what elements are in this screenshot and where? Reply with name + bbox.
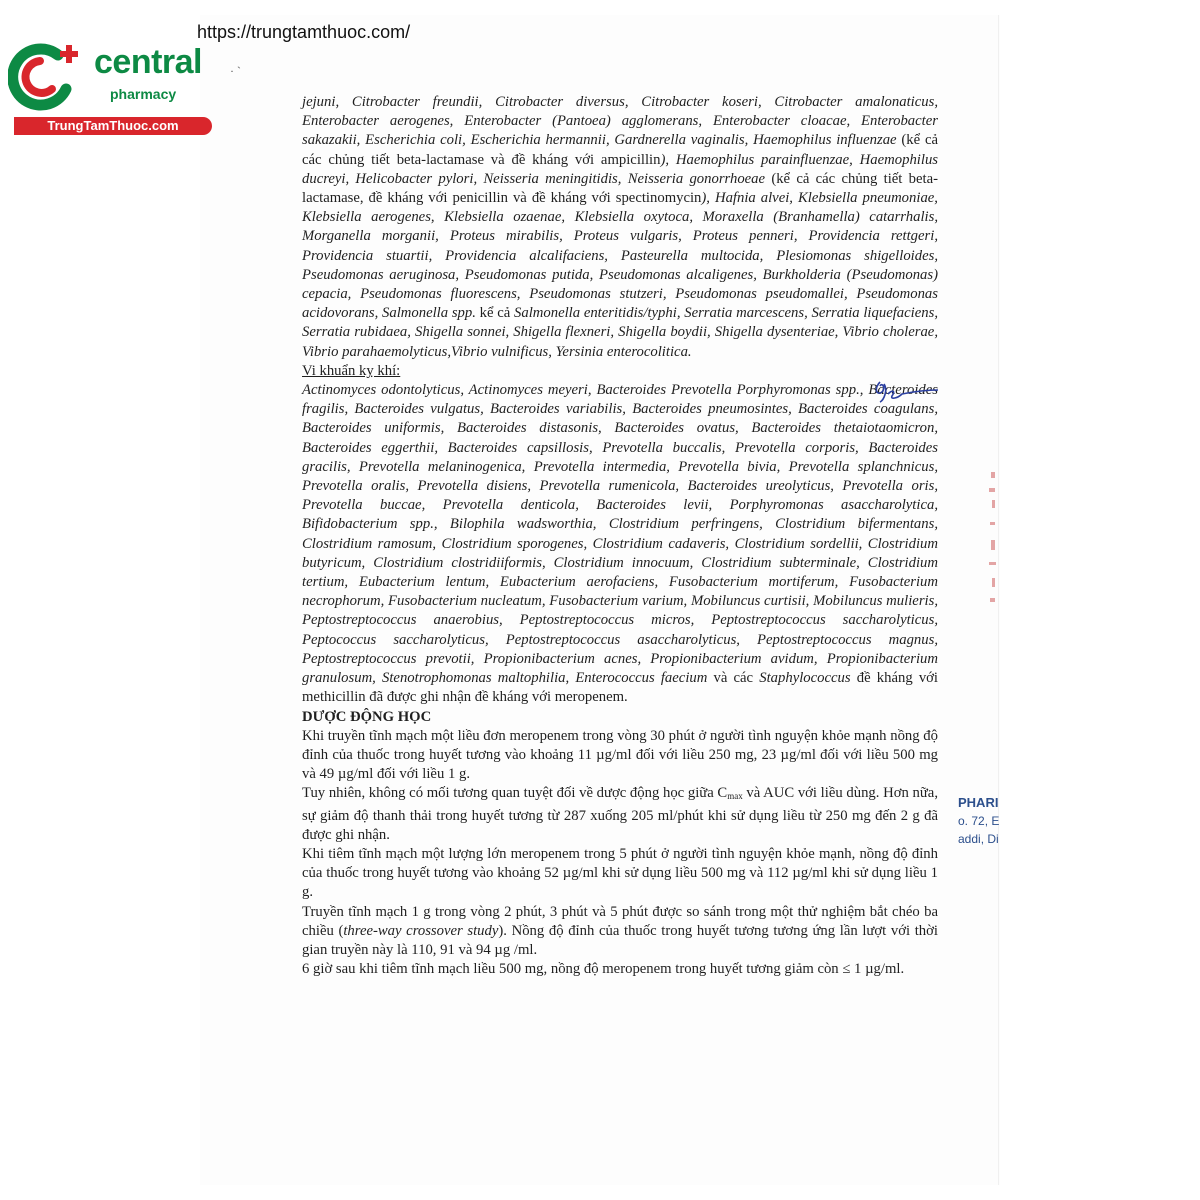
section_anaerobic-run-3: đề kháng với methicillin đã được ghi nhận đề kháng với meropenem. [302,670,939,706]
section_anaerobic-run-1: và các [707,670,760,687]
section_aerobic-run-0: jejuni, Citrobacter freundii, Citrobacter diversus, Citrobacter koseri, Citrobacter amalonaticus, Enterobacter aerogenes, Enterobacter (Pantoea) agglomerans, Enterobacter cloacae, Enterobacter sakazakii, Escherichia coli, Escherichia hermannii, Gardnerella vaginalis, Haemophilus influenzae [302,94,938,149]
aerobic-bacteria-paragraph [302,93,938,362]
brand-logo[interactable] [8,37,223,137]
pk-paragraph-2 [302,784,938,845]
side-stamp-line-1: PHARI [958,795,999,810]
section_aerobic-run-1: (kể cả các chủng tiết beta-lactamase và đề kháng với ampicillin [302,132,938,168]
pk-paragraph-5: 6 giờ sau khi tiêm tĩnh mạch liều 500 mg, nồng độ meropenem trong huyết tương giảm còn ≤ 1 µg/ml. [302,961,905,978]
anaerobic-heading-text: Vi khuẩn kỵ khí: [302,362,401,379]
pk-p2-text-b: và AUC với liều dùng. Hơn nữa, sự giảm độ thanh thải trong huyết tương từ 287 xuống 205 ml/phút khi sử dụng liều từ 250 mg đến 2 g đã được ghi nhận. [302,785,938,843]
section_aerobic-run-2: ), Haemophilus parainfluenzae, Haemophilus ducreyi, Helicobacter pylori, Neisseria meningitidis, Neisseria gonorrhoeae [302,151,939,187]
side-stamp-line-2: o. 72, E [958,814,1000,828]
side-stamp-line-3: addi, Di [958,832,999,846]
section_aerobic-run-5: kể cả [475,305,514,322]
section_aerobic-run-3: (kể cả các chủng tiết beta-lactamase, đề kháng với penicillin và đề kháng với spectinomycin [302,170,938,207]
watermark-url[interactable]: https://trungtamthuoc.com/ [197,22,411,42]
pk-p2-subscript: max [727,791,743,802]
section_aerobic-run-4: ), Hafnia alvei, Klebsiella pneumoniae, Klebsiella aerogenes, Klebsiella ozaenae, Klebsiella oxytoca, Moraxella (Branhamella) catarrhalis, Morganella morganii, Proteus mirabilis, Proteus vulgaris, Proteus penneri, Providencia rettgeri, Providencia stuartii, Providencia alcalifaciens, Pasteurella multocida, Plesiomonas shigelloides, Pseudomonas aeruginosa, Pseudomonas putida, Pseudomonas alcaligenes, Burkholderia (Pseudomonas) cepacia, Pseudomonas fluorescens, Pseudomonas stutzeri, Pseudomonas pseudomallei, Pseudomonas acidovorans, Salmonella spp. [302,190,938,322]
logo-subtitle: pharmacy [110,86,177,102]
section_anaerobic-run-0: Actinomyces odontolyticus, Actinomyces meyeri, Bacteroides Prevotella Porphyromonas spp., Bacteroides fragilis, Bacteroides vulgatus, Bacteroides variabilis, Bacteroides pneumosintes, Bacteroides coagulans, Bacteroides uniformis, Bacteroides distasonis, Bacteroides ovatus, Bacteroides thetaiotaomicron, Bacteroides eggerthii, Bacteroides capsillosis, Prevotella buccalis, Prevotella corporis, Bacteroides gracilis, Prevotella melaninogenica, Prevotella intermedia, Prevotella bivia, Prevotella splanchnicus, Prevotella oralis, Prevotella disiens, Prevotella rumenicola, Bacteroides ureolyticus, Prevotella oris, Prevotella buccae, Prevotella denticola, Bacteroides levii, Porphyromonas asaccharolytica, Bifidobacterium spp., Bilophila wadsworthia, Clostridium perfringens, Clostridium bifermentans, Clostridium ramosum, Clostridium sporogenes, Clostridium cadaveris, Clostridium sordellii, Clostridium butyricum, Clostridium clostridiiformis, Clostridium innocuum, Clostridium subterminale, Clostridium tertium, Eubacterium lentum, Eubacterium aerofaciens, Fusobacterium mortiferum, Fusobacterium necrophorum, Fusobacterium nucleatum, Fusobacterium varium, Mobiluncus curtisii, Mobiluncus mulieris, Peptostreptococcus anaerobius, Peptostreptococcus micros, Peptostreptococcus saccharolyticus, Peptococcus saccharolyticus, Peptostreptococcus asaccharolyticus, Peptostreptococcus magnus, Peptostreptococcus prevotii, Propionibacterium acnes, Propionibacterium avidum, Propionibacterium granulosum, Stenotrophomonas maltophilia, Enterococcus faecium [302,382,938,687]
handwritten-signature [872,378,942,408]
side-stamp-text [958,794,999,848]
pk-p4-text-a: Truyền tĩnh mạch 1 g trong vòng 2 phút, 3 phút và 5 phút được so sánh trong một thử nghiệm bắt chéo ba chiều ( [302,903,938,939]
pharmacy-cross-logo-icon [8,37,88,115]
pk-p4-italic: three-way crossover study [343,922,499,939]
red-stamp-mark [983,470,1003,610]
pk-paragraph-4 [302,903,938,961]
document-body [302,93,938,979]
section_anaerobic-run-2: Staphylococcus [759,670,851,687]
pk-paragraph-3: Khi tiêm tĩnh mạch một lượng lớn meropenem trong 5 phút ở người tình nguyện khỏe mạnh, nồng độ đỉnh của thuốc trong huyết tương vào khoảng 52 µg/ml khi sử dụng liều 500 mg và 112 µg/ml khi sử dụng liều 1 g. [302,845,938,901]
anaerobic-heading [302,362,938,381]
pk-p2-text-a: Tuy nhiên, không có mối tương quan tuyệt đối về dược động học giữa C [302,785,728,802]
logo-banner: TrungTamThuoc.com [14,117,212,135]
pk-p4-text-b: ). Nồng độ đỉnh của thuốc trong huyết tương tương ứng lần lượt với thời gian truyền này là 110, 91 và 94 µg /ml. [302,922,938,958]
scan-marks: · ˋ [230,64,241,78]
pk-paragraph-1: Khi truyền tĩnh mạch một liều đơn meropenem trong vòng 30 phút ở người tình nguyện khỏe mạnh nồng độ đỉnh của thuốc trong huyết tương vào khoảng 11 µg/ml đối với liều 250 mg, 23 µg/ml đối với liều 500 mg và 49 µg/ml đối với liều 1 g. [302,727,938,783]
logo-wordmark: central [94,43,202,81]
pharmacokinetics-heading: DƯỢC ĐỘNG HỌC [302,708,432,725]
section_aerobic-run-6: Salmonella enteritidis/typhi, Serratia marcescens, Serratia liquefaciens, Serratia rubidaea, Shigella sonnei, Shigella flexneri, Shigella boydii, Shigella dysenteriae, Vibrio cholerae, Vibrio parahaemolyticus,Vibrio vulnificus, Yersinia enterocolitica. [302,305,938,360]
anaerobic-bacteria-paragraph [302,381,938,707]
